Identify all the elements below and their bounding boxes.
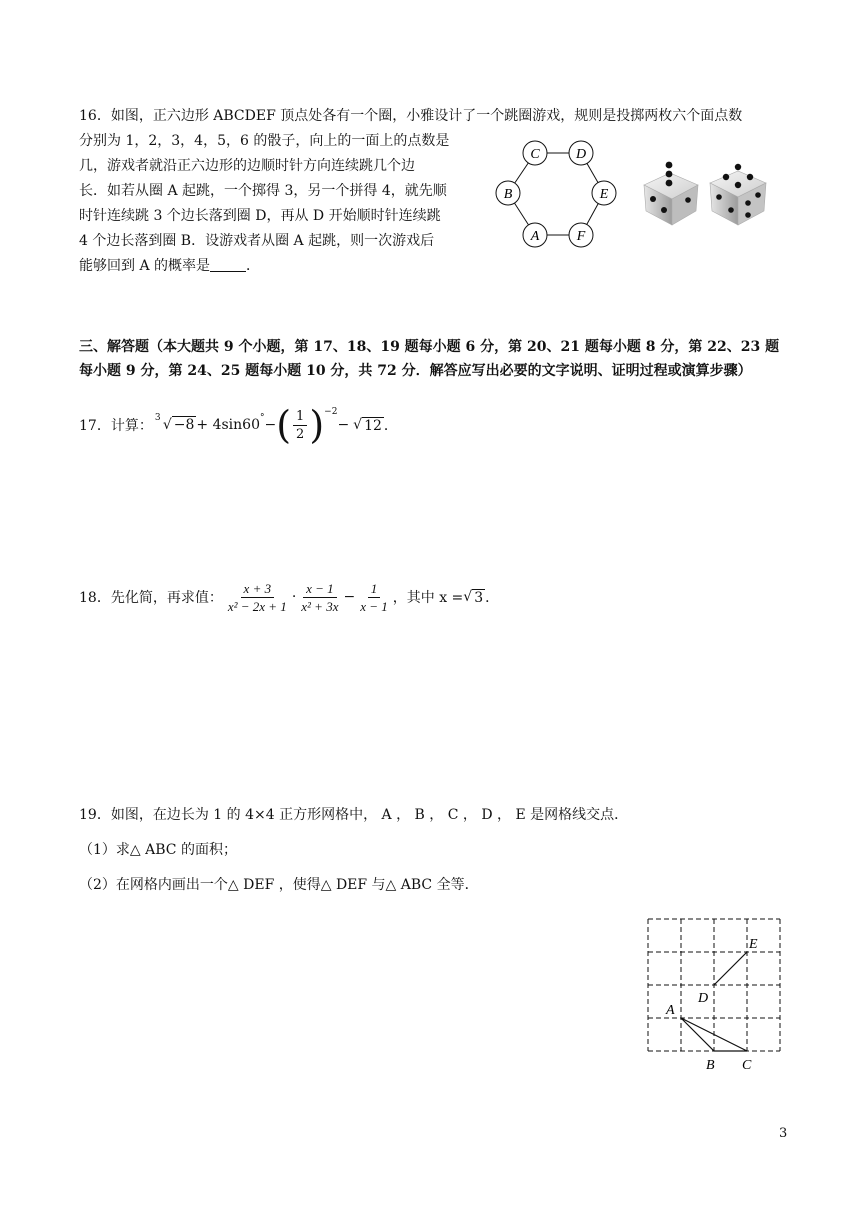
q16-line-1: 16．如图，正六边形 ABCDEF 顶点处各有一个圈，小雅设计了一个跳圈游戏，规则是投掷两枚六个面点数 [79,108,743,124]
q17-minus-1: − [264,417,277,433]
right-paren: ) [309,403,325,447]
q18-end: ． [485,590,500,606]
hexagon-diagram [494,135,624,250]
q18-f1-num: x + 3 [241,580,275,598]
hex-label-e: E [599,187,609,202]
answer-blank [210,257,246,272]
q19-line-3: （2）在网格内画出一个△ DEF ，使得△ DEF 与△ ABC 全等． [79,877,479,893]
q18-value: 3 [474,589,484,606]
q18-f1-den: x² − 2x + 1 [227,598,287,614]
q18-condition: ，其中 x = [392,590,464,606]
dice-illustration [638,155,773,230]
left-paren: ( [276,403,292,447]
hex-label-c: C [530,147,540,162]
hex-label-d: D [575,147,587,162]
q17-cube-root: 3 √ −8 [154,413,195,433]
q17-minus-2: − [337,417,350,433]
q18-f3-den: x − 1 [360,598,388,614]
q17-end: ． [383,418,398,434]
q18-dot: · [291,589,297,605]
q16-line-3: 几，游戏者就沿正六边形的边顺时针方向连续跳几个边 [79,158,415,174]
q18-fraction-1 [225,580,290,615]
q18-fraction-3 [357,580,391,615]
grid-figure [640,912,790,1077]
q18-fraction-2 [298,580,341,615]
q19-line-2: （1）求△ ABC 的面积； [79,842,237,858]
q17-frac-den: 2 [296,426,305,442]
hex-label-b: B [503,187,513,202]
grid-label-e: E [749,937,758,952]
page-number: 3 [779,1126,788,1141]
q17-term-2: + 4sin60 [196,417,260,433]
q17-term-5: 12 [364,417,382,434]
die-1 [644,162,698,225]
q17-term-1: −8 [173,417,195,433]
q17-frac-num: 1 [293,408,307,426]
q19-line-1: 19．如图，在边长为 1 的 4×4 正方形网格中， A ， B ， C ， D ， E 是网格线交点． [79,807,629,823]
grid-label-d: D [698,991,709,1006]
q18-expression: 18．先化简，再求值： $\frac{x + 3}{\text{x² − 2x + 1}}$ · $\frac{x - 1}{\text{x² + 3x}}$ − $\frac{1}{x - 1}$ ，其中 x = √ 3 ． [79,580,500,614]
grid-label-c: C [742,1058,752,1073]
section3-heading-line-2: 每小题 9 分，第 24、25 题每小题 10 分，共 72 分．解答应写出必要的文字说明、证明过程或演算步骤） [79,363,752,379]
q17-exponent: −2 [324,407,338,417]
q16-line-6: 4 个边长落到圈 B．设游戏者从圈 A 起跳，则一次游戏后 [79,233,435,249]
q16-line-5: 时针连续跳 3 个边长落到圈 D，再从 D 开始顺时针连续跳 [79,208,441,224]
segment-de [714,952,747,985]
hex-label-a: A [530,229,540,244]
q18-f2-num: x − 1 [303,580,337,598]
q16-line-4: 长．如若从圈 A 起跳，一个掷得 3，另一个拼得 4，就先顺 [79,183,447,199]
q18-f2-den: x² + 3x [301,598,339,614]
grid-label-a: A [666,1003,675,1018]
section3-heading-line-1: 三、解答题（本大题共 9 个小题，第 17、18、19 题每小题 6 分，第 20、21 题每小题 8 分，第 22、23 题 [79,339,780,355]
grid-label-b: B [706,1058,715,1073]
hex-label-f: F [576,229,586,244]
q16-line-7-text: 能够回到 A 的概率是 [79,258,211,274]
q17-prefix: 17．计算： [79,418,153,434]
q18-minus: − [343,589,356,605]
q17-expression: 17．计算： 3 √ −8 + 4sin60 ° − ( $\frac{1}{2}$ ) $^{-2}$ − √ 12 ． [79,403,398,447]
triangle-abc [681,1018,747,1051]
q16-line-2: 分别为 1，2，3，4，5，6 的骰子，向上的一面上的点数是 [79,133,450,149]
q17-fraction [293,408,307,443]
q16-line-7-end: ． [246,258,261,274]
q18-f3-num: 1 [368,580,381,598]
q18-prefix: 18．先化简，再求值： [79,590,223,606]
die-2 [710,164,766,225]
q16-line-7 [79,256,260,276]
q17-degree: ° [259,413,265,423]
q17-root-index: 3 [154,413,161,423]
